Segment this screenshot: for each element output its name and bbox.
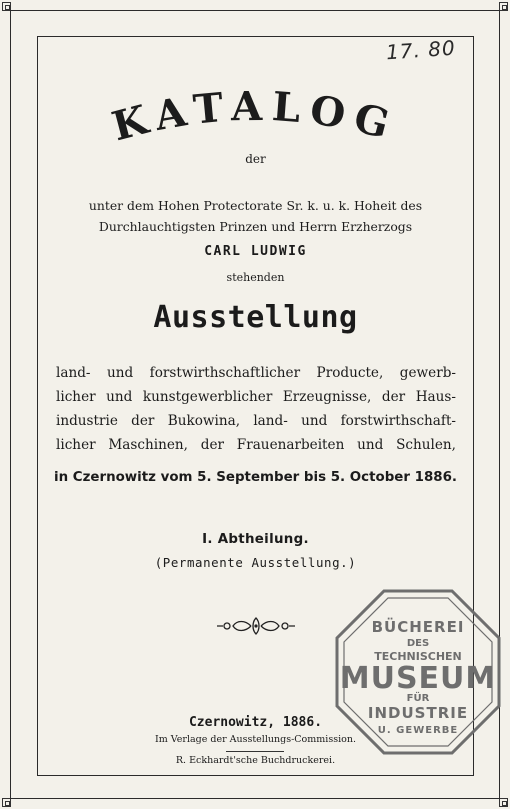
description-line-3: industrie der Bukowina, land- und forstwirthschaft- [56, 413, 456, 429]
protectorate-line-1: unter dem Hohen Protectorate Sr. k. u. k. Hoheit des [88, 198, 423, 213]
corner-ornament-top-right [499, 2, 508, 11]
handwritten-shelf-mark: 17. 80 [385, 35, 457, 65]
stamp-line-2: DES [406, 638, 430, 649]
stamp-line-7: U. GEWERBE [377, 725, 459, 736]
exhibition-dates: in Czernowitz vom 5. September bis 5. October 1886. [53, 470, 457, 485]
imprint-publisher: Im Verlage der Ausstellungs-Commission. [155, 734, 356, 745]
stamp-line-1: BÜCHEREI [371, 618, 465, 636]
library-stamp [334, 588, 502, 756]
description-line-2: licher und kunstgewerblicher Erzeugnisse, der Haus- [56, 389, 456, 405]
description-line-4: licher Maschinen, der Frauenarbeiten und Schulen, [56, 437, 456, 453]
catalog-title-text: KATALOG [107, 90, 403, 151]
corner-ornament-bottom-left [2, 798, 11, 807]
imprint-printer: R. Eckhardt'sche Buchdruckerei. [175, 755, 336, 766]
imprint-city-year: Czernowitz, 1886. [188, 715, 323, 730]
description-line-1: land- und forstwirthschaftlicher Producte, gewerb- [56, 365, 456, 381]
decorative-vignette [215, 616, 297, 636]
stamp-line-3: TECHNISCHEN [374, 650, 462, 663]
section-heading: I. Abtheilung. [202, 532, 309, 547]
stamp-line-4: MUSEUM [339, 661, 497, 696]
word-der: der [245, 152, 266, 166]
patron-name: CARL LUDWIG [204, 244, 307, 259]
protectorate-line-2: Durchlauchtigsten Prinzen und Herrn Erzherzogs [98, 219, 413, 234]
stamp-line-6: INDUSTRIE [367, 704, 469, 722]
corner-ornament-bottom-right [499, 798, 508, 807]
imprint-divider [226, 751, 284, 752]
stamp-line-5: FÜR [406, 693, 430, 704]
section-subtitle: (Permanente Ausstellung.) [154, 555, 357, 570]
exhibition-heading: Ausstellung [153, 300, 358, 335]
word-stehenden: stehenden [226, 271, 285, 284]
